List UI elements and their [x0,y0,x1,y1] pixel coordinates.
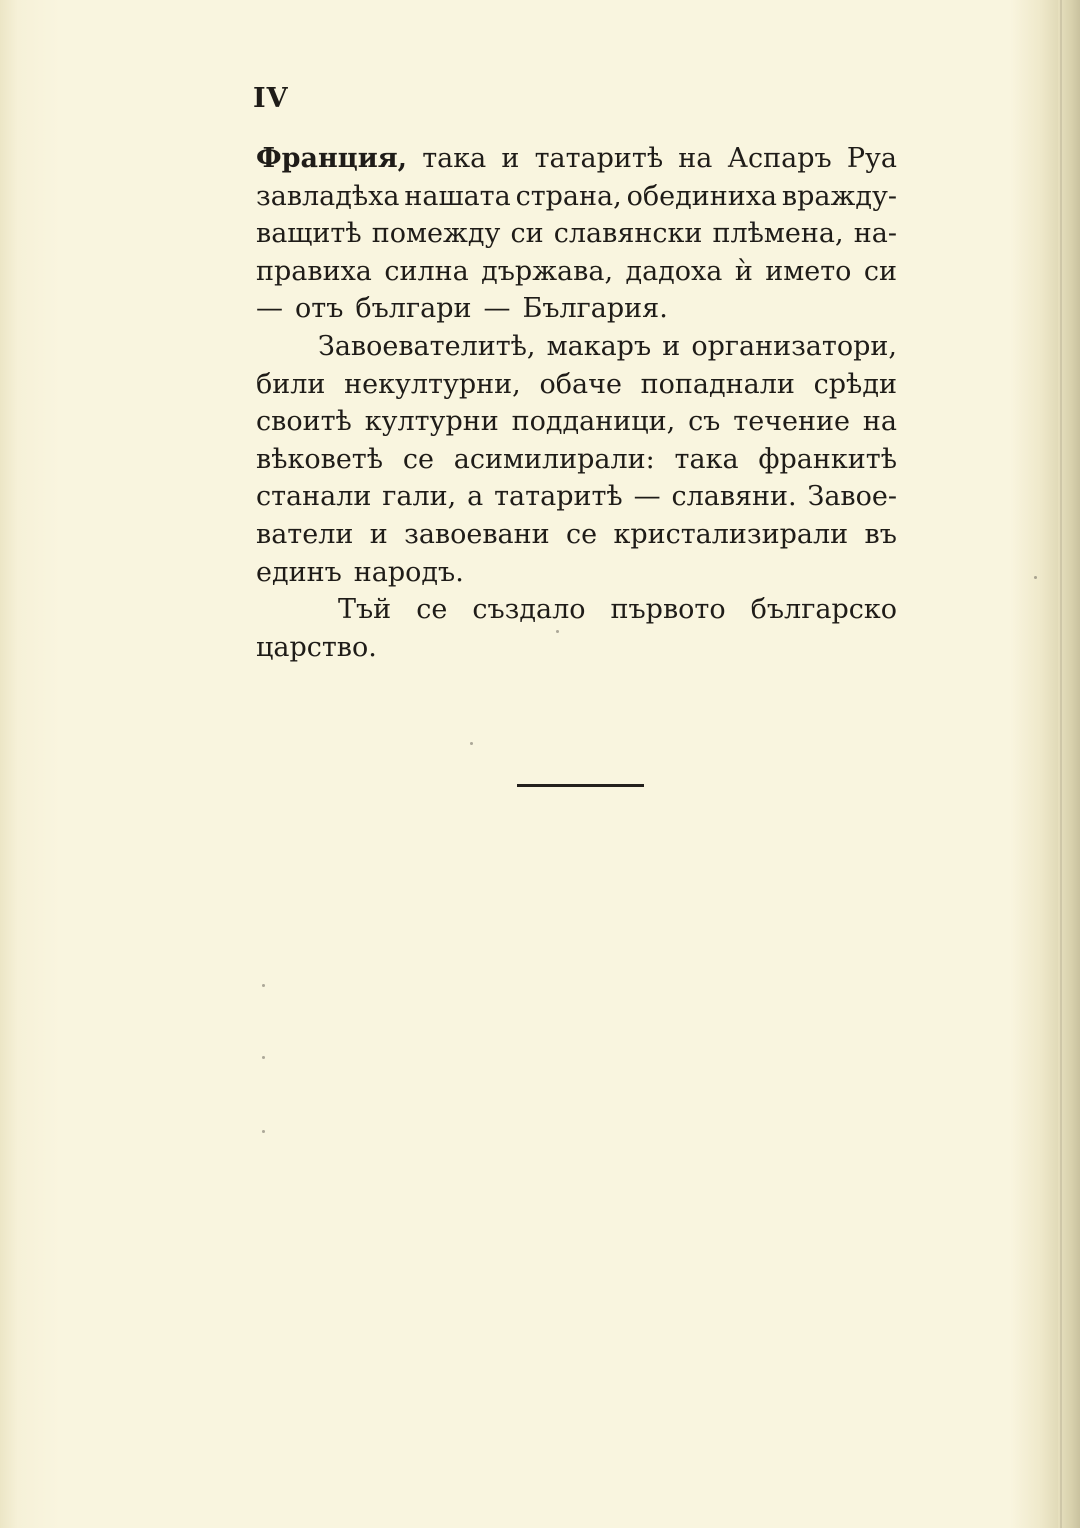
word: обаче [539,368,622,400]
word: обединиха [626,180,778,212]
word: своитѣ [256,406,352,438]
word: славяни. [671,481,797,513]
text-line [256,516,897,554]
word: помежду [371,218,501,250]
text-line [256,441,897,479]
word: се [402,443,434,475]
word: се [566,518,598,550]
word: дадоха [625,255,723,287]
word: — [633,481,661,513]
text-line [256,554,897,592]
word: плѣмена, [712,218,844,250]
word: гали, [382,481,457,513]
word: и [369,518,388,550]
paper-speck [262,1056,265,1059]
page-edge-line [1060,0,1062,1528]
word: попаднали [640,368,795,400]
word: културни [364,406,499,438]
word: татаритѣ [494,481,623,513]
word: България. [522,293,668,325]
word: срѣди [813,368,897,400]
word: славянски [553,218,703,250]
word: на- [853,218,897,250]
word: — [483,293,511,325]
text-line [256,140,897,178]
paper-speck [262,1130,265,1133]
word: ватели [256,518,354,550]
word: Завое- [807,481,897,513]
text-line [256,328,897,366]
word: били [256,368,326,400]
word: а [467,481,484,513]
paper-speck [262,984,265,987]
word: силна [384,255,469,287]
word: на [678,143,713,174]
body-text [256,140,897,666]
word: некултурни, [344,368,521,400]
word: въ [864,518,897,550]
text-line [256,366,897,404]
word: единъ [256,556,342,588]
word: името [765,255,852,287]
word: Аспаръ [727,143,832,174]
word: — [256,293,283,325]
word: станали [256,481,372,513]
word: организатори, [691,330,897,362]
text-line [256,178,897,216]
word: подданици, [511,406,676,438]
word: така [422,143,487,174]
word: страна, [515,180,622,212]
word: българи [355,293,472,325]
word: Завоевателитѣ, [318,330,536,362]
word: завоевани [404,518,550,550]
word: ващитѣ [256,218,362,250]
emphasized-word: Франция, [256,143,408,174]
word: асимилирали: [453,443,655,475]
word: Руа [846,143,897,174]
word: макаръ [546,330,652,362]
page-number: IV [253,83,289,114]
word: течение [733,406,850,438]
section-divider [517,784,644,787]
text-line [256,403,897,441]
paper-speck [1034,576,1037,579]
word: така [674,443,739,475]
text-line [256,478,897,516]
word: вѣковетѣ [256,443,384,475]
word: нашата [404,180,511,212]
word: Тъй [338,594,392,626]
text-line [256,290,897,328]
word: съ [688,406,721,438]
word: ѝ [734,255,753,287]
word: на [862,406,897,438]
word: държава, [481,255,614,287]
word: вражду- [781,180,897,212]
word: царство. [256,631,377,663]
word: кристализирали [613,518,849,550]
word: създало [472,594,586,626]
text-line [256,253,897,291]
paper-speck [556,630,559,633]
paper-speck [470,742,473,745]
word: си [863,255,897,287]
word: и [662,330,681,362]
word: татаритѣ [534,143,664,174]
word: отъ [295,293,344,325]
word: си [510,218,544,250]
word: народъ. [353,556,464,588]
word: българско [750,594,897,626]
text-line [256,591,897,629]
word: завладѣха [256,180,400,212]
word: първото [610,594,726,626]
word: правиха [256,255,372,287]
text-line [256,629,897,667]
text-line [256,215,897,253]
word: и [501,143,520,174]
word: франкитѣ [758,443,897,475]
word: се [416,594,448,626]
